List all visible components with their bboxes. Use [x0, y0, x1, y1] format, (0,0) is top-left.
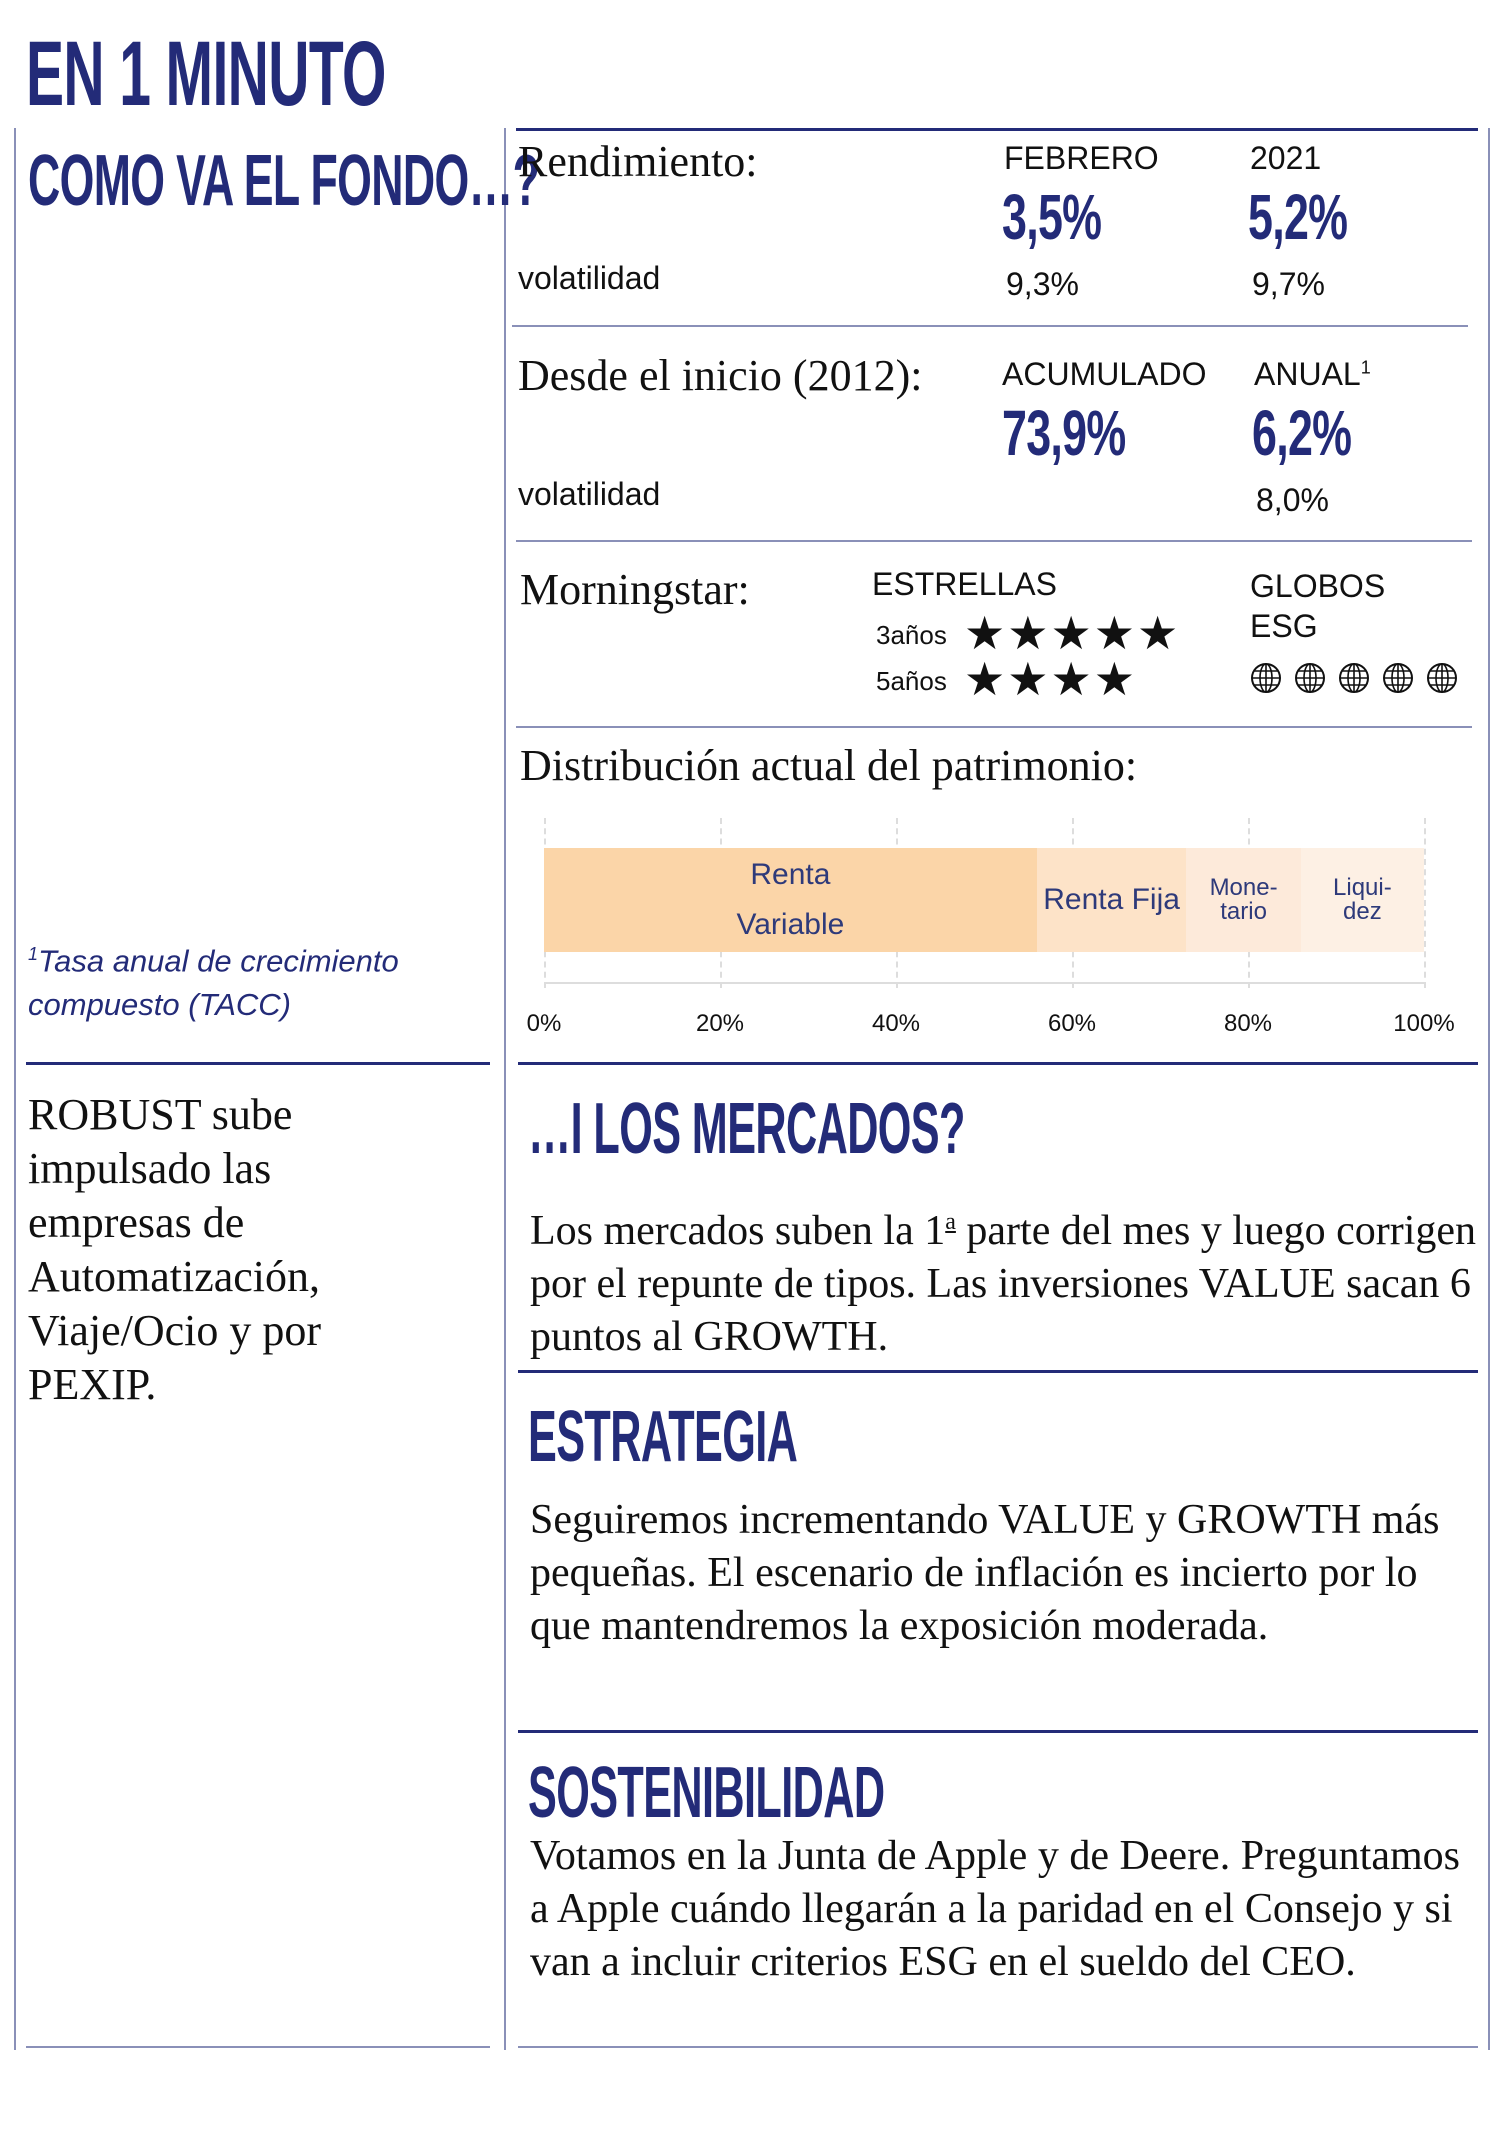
gridline [1424, 818, 1426, 988]
anual-head-text: ANUAL [1254, 356, 1361, 392]
x-tick-label: 60% [1047, 1010, 1097, 1037]
esg-globe-icon [1338, 662, 1370, 694]
morningstar-label: Morningstar: [520, 565, 750, 614]
acumulado-value-text: 73,9% [1002, 397, 1126, 469]
inicio-label: Desde el inicio (2012): [518, 351, 923, 400]
year-head: 2021 [1250, 140, 1322, 176]
x-ticks [526, 1010, 1455, 1040]
sostenibilidad-title-text: SOSTENIBILIDAD [528, 1753, 885, 1833]
x-tick-label: 0% [526, 1010, 562, 1037]
estrategia-title [528, 1396, 977, 1478]
year-vol: 9,7% [1252, 266, 1325, 302]
bar-segment-renta-variable [544, 848, 1037, 952]
distribution-title: Distribución actual del patrimonio: [520, 741, 1138, 790]
mercados-text-b: parte del mes y luego corrigen por el repunte de tipos. Las inversiones VALUE sacan 6 puntos al GROWTH. [530, 1208, 1477, 1360]
esg-globes [1250, 662, 1470, 699]
febrero-vol: 9,3% [1006, 266, 1079, 302]
segment-label: Mone- tario [1209, 874, 1278, 925]
bar-segment-liquidez [1301, 848, 1424, 952]
stars-5y: ★★★★ [964, 653, 1137, 705]
rule-5 [518, 1370, 1478, 1373]
segment-label: Renta Fija [1043, 883, 1180, 916]
left-bottom-rule [26, 2046, 490, 2048]
estrategia-title-text: ESTRATEGIA [528, 1397, 798, 1477]
bottom-rule [518, 2046, 1478, 2048]
inicio-vol-label: volatilidad [518, 476, 661, 512]
x-tick-label: 40% [871, 1010, 921, 1037]
left-frame [14, 128, 16, 2050]
x-tick-label: 20% [695, 1010, 745, 1037]
bar-segment-monetario [1186, 848, 1300, 952]
anual-value-text: 6,2% [1252, 397, 1352, 469]
sostenibilidad-text: Votamos en la Junta de Apple y de Deere. Preguntamos a Apple cuándo llegarán a la paridad en el Consejo y si van a incluir criterios ESG en el sueldo del CEO. [530, 1833, 1461, 1985]
stars-3y: ★★★★★ [964, 607, 1181, 659]
bar-segment-renta-fija [1037, 848, 1187, 952]
rendimiento-label: Rendimiento: [518, 137, 758, 186]
distribution-chart [544, 818, 1424, 988]
column-divider [504, 128, 506, 2050]
page-title [26, 22, 606, 127]
fund-summary: ROBUST sube impulsado las empresas de Automatización, Viaje/Ocio y por PEXIP. [28, 1090, 322, 1409]
top-rule [516, 128, 1478, 131]
left-section-title-text: COMO VA EL FONDO…? [28, 141, 540, 221]
anual-vol: 8,0% [1256, 482, 1329, 518]
mercados-text-sup: a [945, 1209, 956, 1235]
left-rule [26, 1062, 490, 1065]
globes-head [1250, 566, 1385, 646]
esg-globe-icon [1382, 662, 1414, 694]
febrero-head: FEBRERO [1004, 140, 1159, 176]
esg-globe-icon [1426, 662, 1458, 694]
globes-head-2: ESG [1250, 608, 1318, 644]
x-tick-label: 80% [1223, 1010, 1273, 1037]
mercados-title-text: …I LOS MERCADOS? [528, 1089, 965, 1169]
acumulado-head: ACUMULADO [1002, 356, 1207, 392]
globes-head-1: GLOBOS [1250, 568, 1386, 604]
sostenibilidad-title [528, 1752, 1122, 1834]
footnote-mark: 1 [28, 944, 39, 964]
esg-globe-icon [1294, 662, 1326, 694]
stars-5y-label: 5años [876, 666, 947, 696]
x-tick-label: 100% [1393, 1010, 1455, 1037]
footnote [28, 932, 488, 1027]
segment-label: Renta Variable [736, 858, 845, 941]
mercados-text [530, 1196, 1480, 1364]
mercados-text-a: Los mercados suben la 1 [530, 1208, 946, 1254]
year-value-text: 5,2% [1248, 181, 1348, 253]
rule-6 [518, 1730, 1478, 1733]
stars-3y-label: 3años [876, 620, 947, 650]
mercados-title [528, 1088, 1256, 1170]
right-frame [1488, 128, 1490, 2050]
rendimiento-vol-label: volatilidad [518, 260, 661, 296]
year-value [1248, 180, 1390, 254]
rule-3 [516, 726, 1472, 728]
rule-4 [518, 1062, 1478, 1065]
rule-1 [512, 325, 1468, 327]
estrategia-text: Seguiremos incrementando VALUE y GROWTH más pequeñas. El escenario de inflación es incierto por lo que mantendremos la exposición moderada. [530, 1497, 1440, 1649]
segment-label: Liqui- dez [1333, 874, 1392, 925]
anual-head [1254, 356, 1371, 393]
febrero-value [1002, 180, 1144, 254]
stacked-bar [544, 848, 1424, 952]
anual-sup: 1 [1360, 357, 1371, 378]
anual-value [1252, 396, 1394, 470]
footnote-text: Tasa anual de crecimiento compuesto (TACC) [28, 943, 399, 1023]
page-title-text: EN 1 MINUTO [26, 23, 386, 125]
acumulado-value [1002, 396, 1178, 470]
febrero-value-text: 3,5% [1002, 181, 1102, 253]
x-axis [544, 982, 1424, 984]
esg-globe-icon [1250, 662, 1282, 694]
stars-head: ESTRELLAS [872, 566, 1057, 602]
rule-2 [516, 540, 1472, 542]
